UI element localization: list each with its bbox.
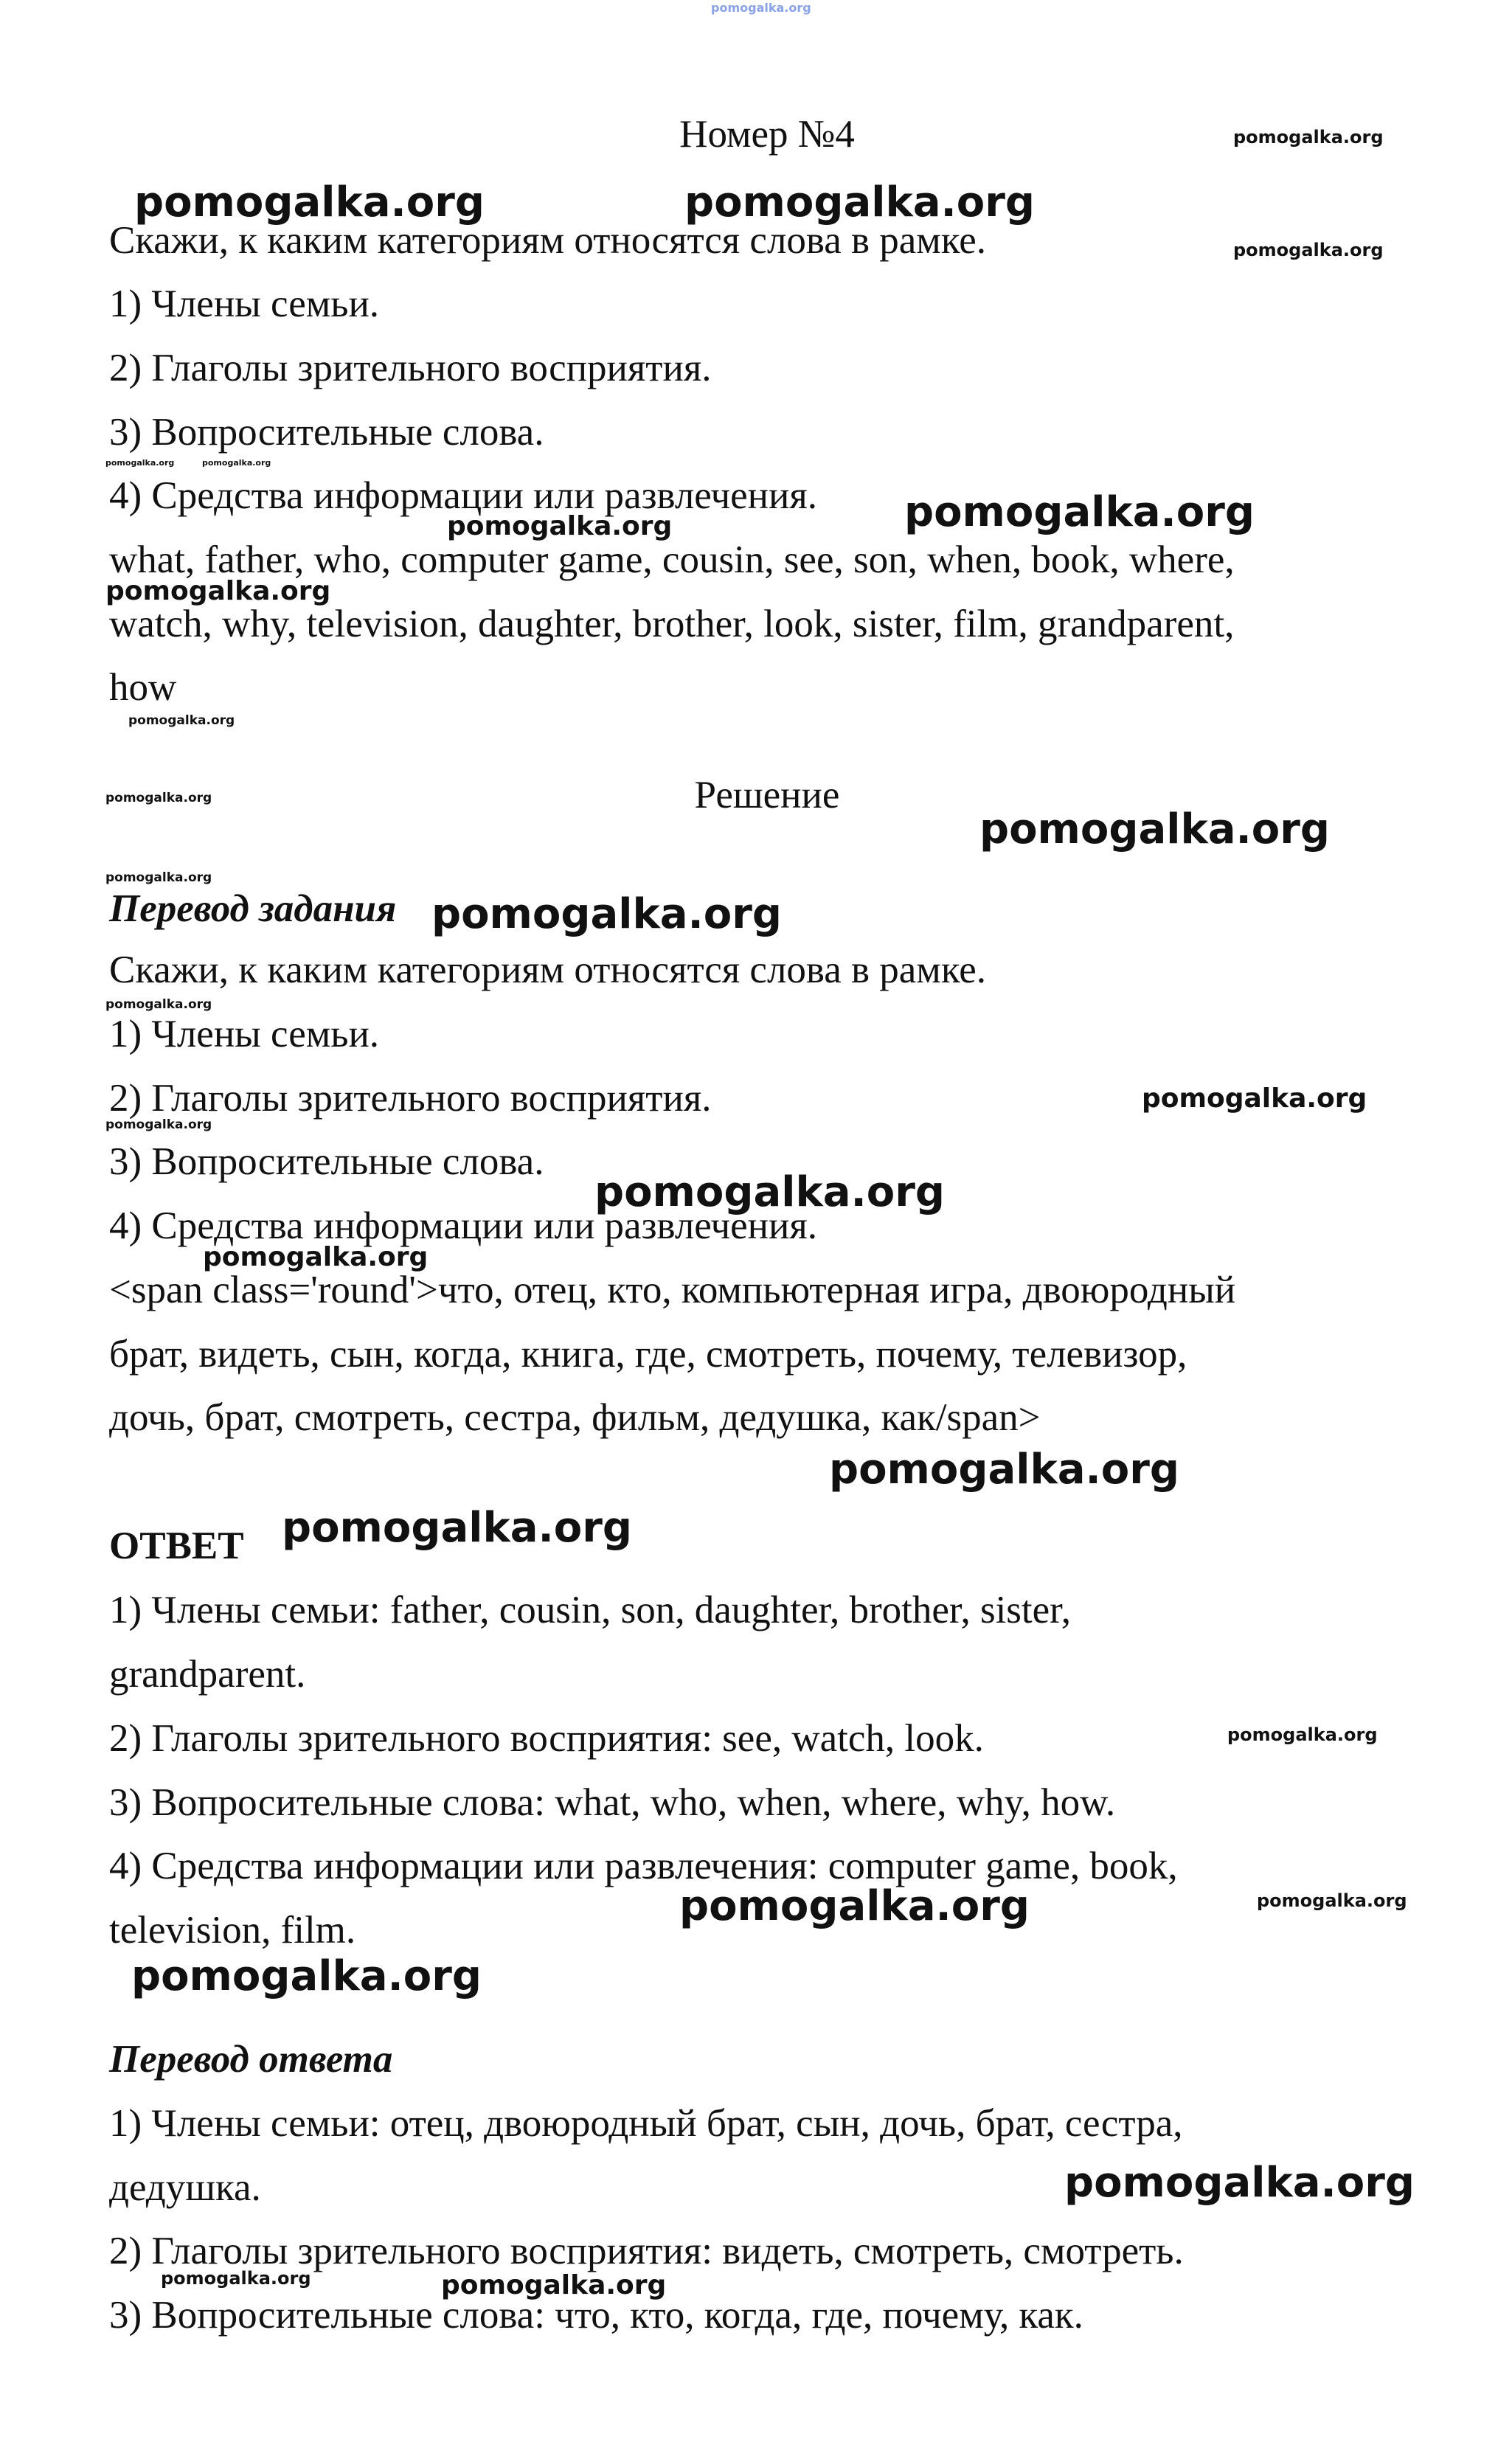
watermark: pomogalka.org xyxy=(1257,1890,1407,1911)
answer-line: 3) Вопросительные слова: what, who, when, where, why, how. xyxy=(109,1781,1116,1824)
task-item: 2) Глаголы зрительного восприятия. xyxy=(109,347,712,389)
solution-title: Решение xyxy=(694,774,840,816)
translation-heading: Перевод задания xyxy=(109,887,397,930)
watermark: pomogalka.org xyxy=(1227,1724,1378,1745)
answer-translation-line: дедушка. xyxy=(109,2166,261,2209)
task-item: 1) Члены семьи. xyxy=(109,282,380,325)
watermark: pomogalka.org xyxy=(904,488,1255,536)
task-words-line: what, father, who, computer game, cousin, see, son, when, book, where, xyxy=(109,538,1235,581)
watermark: pomogalka.org xyxy=(441,2270,667,2300)
answer-line: television, film. xyxy=(109,1909,356,1952)
answer-line: 2) Глаголы зрительного восприятия: see, watch, look. xyxy=(109,1717,984,1760)
page-title: Номер №4 xyxy=(679,113,855,156)
watermark: pomogalka.org xyxy=(105,870,212,885)
watermark: pomogalka.org xyxy=(128,713,235,728)
translation-words-line: <span class='round'>что, отец, кто, компьютерная игра, двоюродный xyxy=(109,1269,1236,1311)
translation-item: 3) Вопросительные слова. xyxy=(109,1140,544,1183)
translation-item: 1) Члены семьи. xyxy=(109,1013,380,1055)
watermark: pomogalka.org xyxy=(134,178,485,226)
watermark: pomogalka.org xyxy=(105,791,212,805)
translation-item: 2) Глаголы зрительного восприятия. xyxy=(109,1077,712,1120)
answer-line: grandparent. xyxy=(109,1653,306,1696)
answer-line: 1) Члены семьи: father, cousin, son, daughter, brother, sister, xyxy=(109,1589,1071,1631)
task-words-line: how xyxy=(109,666,177,709)
watermark: pomogalka.org xyxy=(202,458,271,468)
watermark: pomogalka.org xyxy=(447,511,673,541)
watermark: pomogalka.org xyxy=(203,1242,429,1272)
watermark: pomogalka.org xyxy=(105,576,331,606)
task-instruction: Скажи, к каким категориям относятся слова в рамке. xyxy=(109,219,987,262)
watermark: pomogalka.org xyxy=(829,1446,1179,1494)
watermark: pomogalka.org xyxy=(1233,240,1384,260)
answer-heading: ОТВЕТ xyxy=(109,1525,244,1567)
watermark: pomogalka.org xyxy=(1233,127,1384,148)
task-item: 4) Средства информации или развлечения. xyxy=(109,474,818,517)
watermark: pomogalka.org xyxy=(161,2268,311,2289)
watermark: pomogalka.org xyxy=(131,1952,482,2000)
answer-translation-line: 3) Вопросительные слова: что, кто, когда, где, почему, как. xyxy=(109,2294,1083,2337)
watermark: pomogalka.org xyxy=(679,1882,1030,1930)
answer-translation-line: 1) Члены семьи: отец, двоюродный брат, сын, дочь, брат, сестра, xyxy=(109,2102,1183,2145)
watermark: pomogalka.org xyxy=(979,805,1330,853)
watermark: pomogalka.org xyxy=(431,890,782,938)
translation-item: 4) Средства информации или развлечения. xyxy=(109,1204,818,1247)
translation-instruction: Скажи, к каким категориям относятся слова в рамке. xyxy=(109,948,987,991)
answer-line: 4) Средства информации или развлечения: computer game, book, xyxy=(109,1845,1178,1887)
translation-words-line: дочь, брат, смотреть, сестра, фильм, дедушка, как/span> xyxy=(109,1396,1041,1439)
watermark: pomogalka.org xyxy=(711,1,811,15)
task-words-line: watch, why, television, daughter, brother, look, sister, film, grandparent, xyxy=(109,603,1235,645)
answer-translation-heading: Перевод ответа xyxy=(109,2038,393,2081)
watermark: pomogalka.org xyxy=(594,1168,945,1216)
watermark: pomogalka.org xyxy=(282,1504,632,1552)
watermark: pomogalka.org xyxy=(1142,1083,1367,1114)
watermark: pomogalka.org xyxy=(684,178,1035,226)
watermark: pomogalka.org xyxy=(105,458,175,468)
answer-translation-line: 2) Глаголы зрительного восприятия: видеть, смотреть, смотреть. xyxy=(109,2230,1184,2272)
translation-words-line: брат, видеть, сын, когда, книга, где, смотреть, почему, телевизор, xyxy=(109,1333,1187,1376)
watermark: pomogalka.org xyxy=(105,997,212,1012)
task-item: 3) Вопросительные слова. xyxy=(109,411,544,454)
watermark: pomogalka.org xyxy=(105,1117,212,1132)
watermark: pomogalka.org xyxy=(1064,2159,1415,2207)
